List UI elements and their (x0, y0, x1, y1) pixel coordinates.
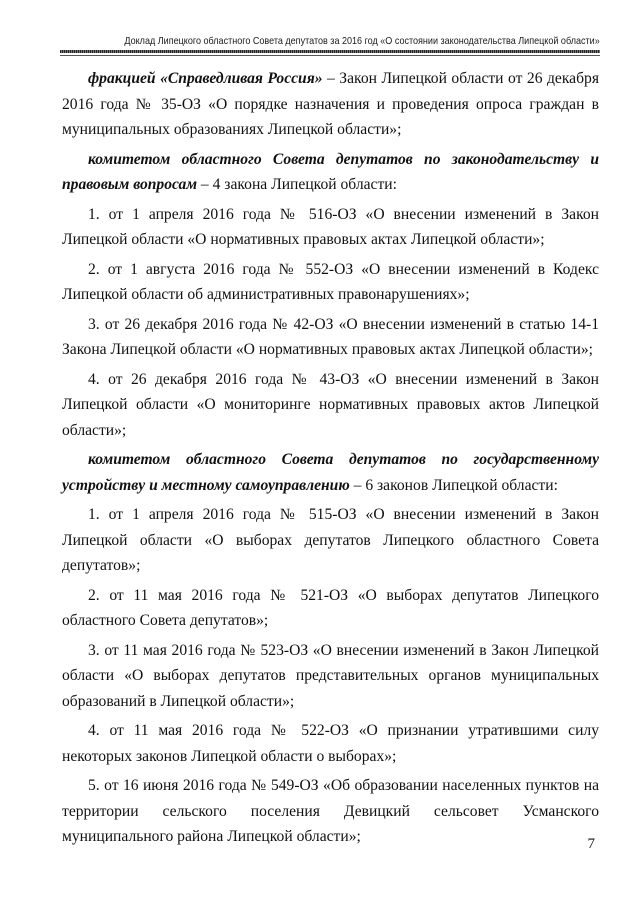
paragraph-text: – Закон Липецкой области от 26 декабря 2016 года № 35-ОЗ «О порядке назначения и проведения опроса граждан в муниципальных образованиях Липецкой области»; (62, 70, 599, 138)
paragraph (62, 147, 599, 198)
paragraph-text: 2. от 11 мая 2016 года № 521-ОЗ «О выборах депутатов Липецкого областного Совета депутатов»; (62, 586, 599, 629)
paragraph-text: 4. от 11 мая 2016 года № 522-ОЗ «О признании утратившими силу некоторых законов Липецкой области о выборах»; (62, 722, 599, 765)
running-header: Доклад Липецкого областного Совета депутатов за 2016 год «О состоянии законодательства Липецкой области» (124, 35, 600, 47)
paragraph-text: 3. от 26 декабря 2016 года № 42-ОЗ «О внесении изменений в статью 14-1 Закона Липецкой области «О нормативных правовых актах Липецкой области»; (62, 315, 599, 358)
paragraph (62, 312, 599, 363)
paragraph-text: 1. от 1 апреля 2016 года № 516-ОЗ «О внесении изменений в Закон Липецкой области «О нормативных правовых актах Липецкой области»; (62, 205, 599, 248)
paragraph (62, 66, 599, 143)
paragraph-text: 5. от 16 июня 2016 года № 549-ОЗ «Об образовании населенных пунктов на территории сельского поселения Девицкий сельсовет Усманского муниципального района Липецкой области»; (62, 777, 599, 845)
paragraph-text: – 6 законов Липецкой области: (349, 476, 558, 494)
paragraph-lead: комитетом областного Совета депутатов по законодательству и правовым вопросам (62, 150, 599, 193)
paragraph (62, 257, 599, 308)
paragraph (62, 718, 599, 769)
paragraph (62, 638, 599, 715)
paragraph (62, 367, 599, 444)
paragraph-text: 4. от 26 декабря 2016 года № 43-ОЗ «О внесении изменений в Закон Липецкой области «О мониторинге нормативных правовых актов Липецкой области»; (62, 370, 599, 439)
paragraph-lead: фракцией «Справедливая Россия» (88, 70, 323, 87)
header-rule-thin (60, 55, 600, 56)
paragraph-text: 2. от 1 августа 2016 года № 552-ОЗ «О внесении изменений в Кодекс Липецкой области об административных правонарушениях»; (62, 260, 599, 303)
page-number: 7 (587, 836, 595, 852)
document-body (62, 66, 599, 854)
paragraph-lead: комитетом областного Совета депутатов по государственному устройству и местному самоуправлению (62, 451, 599, 494)
paragraph (62, 583, 599, 634)
paragraph (62, 502, 599, 579)
paragraph (62, 202, 599, 253)
paragraph (62, 447, 599, 498)
paragraph-text: – 4 закона Липецкой области: (197, 176, 397, 193)
paragraph-text: 1. от 1 апреля 2016 года № 515-ОЗ «О внесении изменений в Закон Липецкой области «О выборах депутатов Липецкого областного Совета депутатов»; (62, 506, 599, 574)
paragraph-text: 3. от 11 мая 2016 года № 523-ОЗ «О внесении изменений в Закон Липецкой области «О выборах депутатов представительных органов муниципальных образований в Липецкой области»; (62, 641, 599, 710)
header-rule-thick (60, 50, 600, 53)
paragraph (62, 773, 599, 850)
